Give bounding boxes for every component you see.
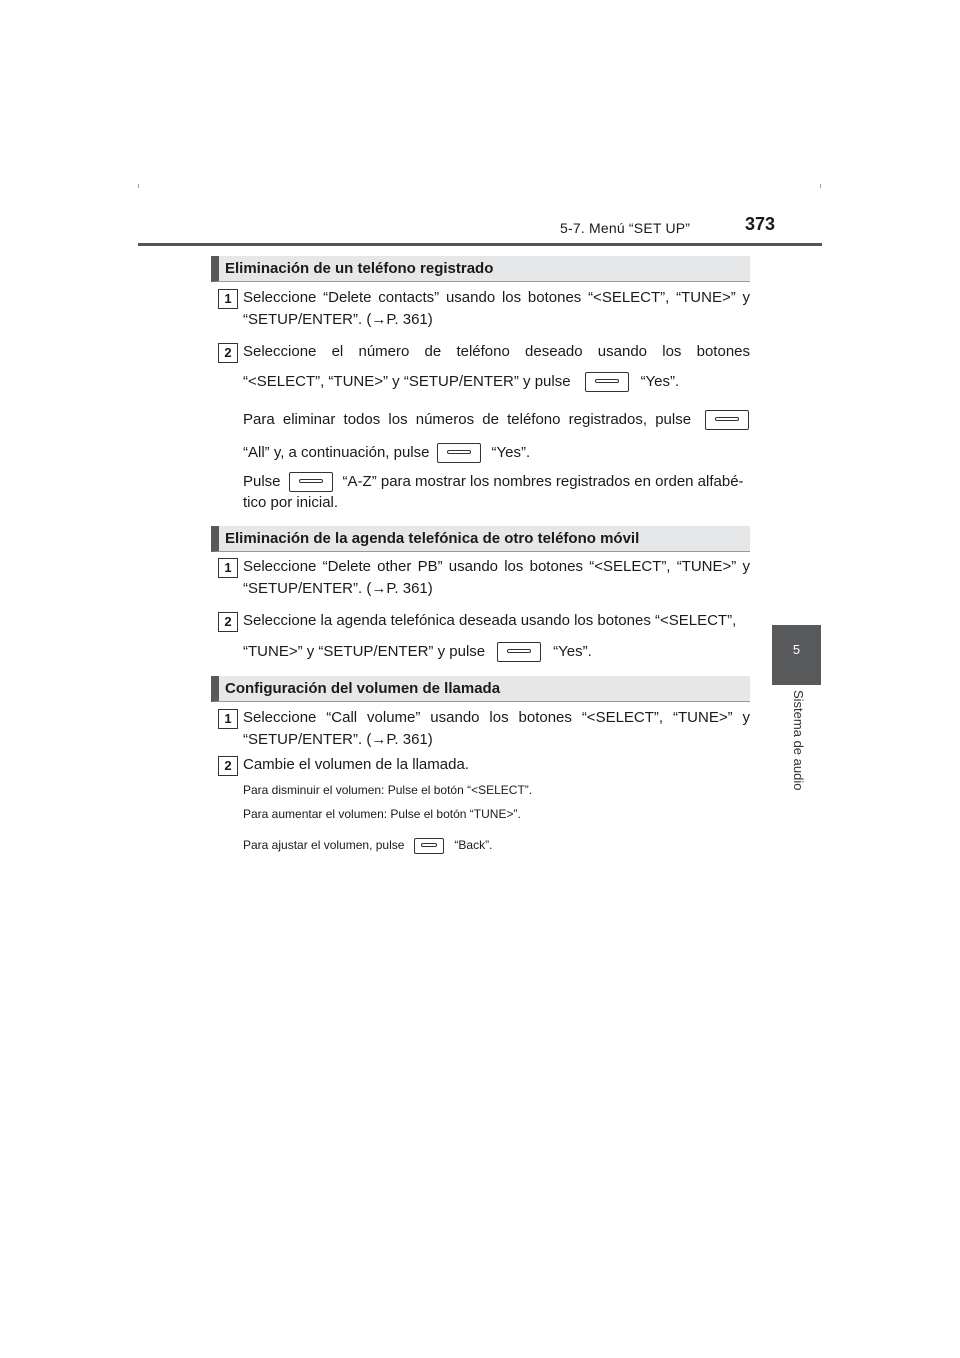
step-text-line [243, 372, 750, 392]
note-text: Para ajustar el volumen, pulse [243, 838, 405, 852]
step-number: 1 [218, 709, 238, 729]
step-text: Seleccione “Call volume” usando los botones “<SELECT”, “TUNE>” y [243, 709, 750, 726]
section-heading: Eliminación de la agenda telefónica de otro teléfono móvil [211, 526, 750, 552]
header-divider [138, 243, 822, 246]
step-text: “TUNE>” y “SETUP/ENTER” y pulse [243, 643, 486, 660]
chapter-tab: 5 [772, 625, 821, 685]
rounded-button-icon [585, 372, 629, 392]
page-number: 373 [745, 214, 776, 234]
step-number: 2 [218, 343, 238, 363]
note-text: Para aumentar el volumen: Pulse el botón “TUNE>”. [243, 807, 521, 821]
step-text: “SETUP/ENTER”. (→P. 361) [243, 311, 433, 328]
step-text: Seleccione el número de teléfono deseado usando los botones [243, 343, 750, 360]
note-line [243, 410, 750, 430]
step-number: 2 [218, 756, 238, 776]
note-line [243, 472, 750, 492]
step-text: “SETUP/ENTER”. (→P. 361) [243, 731, 433, 748]
step-number: 1 [218, 558, 238, 578]
step-text: “<SELECT”, “TUNE>” y “SETUP/ENTER” y pulse [243, 373, 571, 390]
chapter-title: Sistema de audio [791, 690, 806, 791]
crop-mark [138, 184, 139, 188]
note-text: “Back”. [454, 838, 493, 852]
step-text-line [243, 642, 750, 662]
step-number: 1 [218, 289, 238, 309]
header-section-title: 5-7. Menú “SET UP” [560, 220, 691, 236]
note-line [243, 443, 750, 463]
step-number: 2 [218, 612, 238, 632]
rounded-button-icon [705, 410, 749, 430]
step-text: “Yes”. [553, 643, 592, 660]
crop-mark [820, 184, 821, 188]
step-text: Seleccione “Delete other PB” usando los botones “<SELECT”, “TUNE>” y [243, 558, 750, 575]
step-text: Seleccione la agenda telefónica deseada usando los botones “<SELECT”, [243, 612, 737, 629]
note-text: Pulse [243, 473, 281, 490]
note-text: “Yes”. [491, 444, 531, 461]
note-text: Para eliminar todos los números de teléfono registrados, pulse [243, 411, 692, 428]
step-text: “Yes”. [640, 373, 680, 390]
section-heading: Eliminación de un teléfono registrado [211, 256, 750, 282]
note-text: “All” y, a continuación, pulse [243, 444, 430, 461]
rounded-button-icon [414, 838, 444, 854]
step-text: Seleccione “Delete contacts” usando los botones “<SELECT”, “TUNE>” y [243, 289, 750, 306]
step-text: “SETUP/ENTER”. (→P. 361) [243, 580, 433, 597]
rounded-button-icon [289, 472, 333, 492]
rounded-button-icon [437, 443, 481, 463]
rounded-button-icon [497, 642, 541, 662]
step-text: Cambie el volumen de la llamada. [243, 756, 469, 773]
note-text: tico por inicial. [243, 494, 339, 511]
note-text: Para disminuir el volumen: Pulse el botón “<SELECT”. [243, 783, 533, 797]
section-heading: Configuración del volumen de llamada [211, 676, 750, 702]
note-text: “A-Z” para mostrar los nombres registrados en orden alfabé- [342, 473, 744, 490]
note-line [243, 837, 492, 854]
